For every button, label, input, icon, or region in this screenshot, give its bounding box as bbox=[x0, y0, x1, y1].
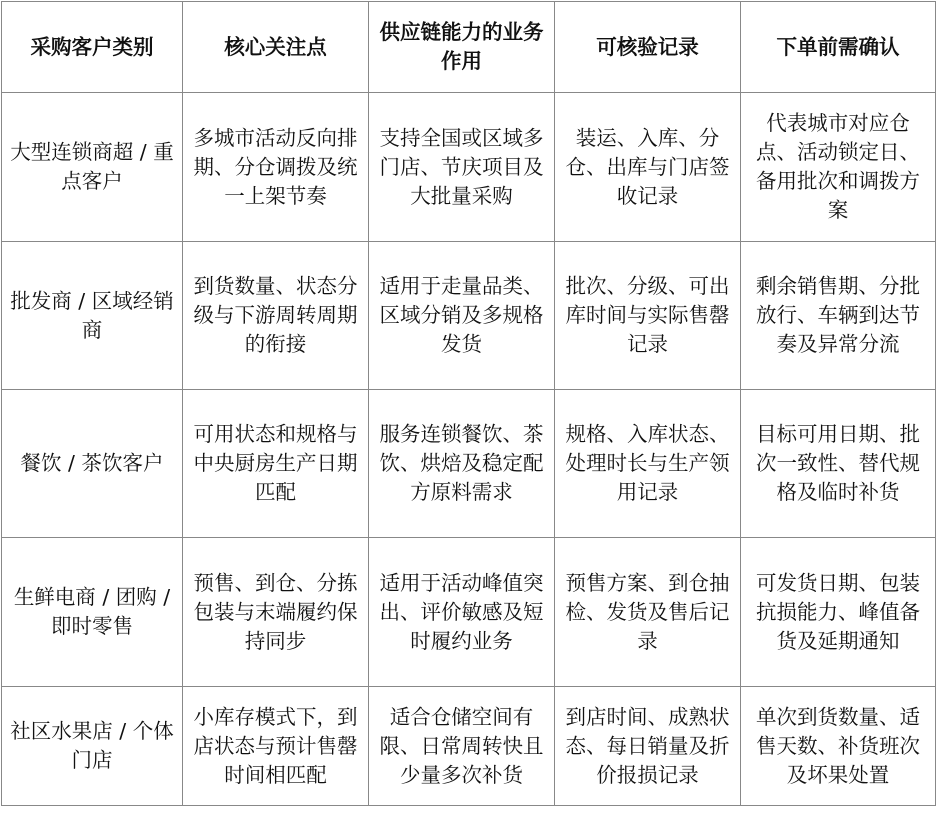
cell-customer-category: 餐饮 / 茶饮客户 bbox=[2, 390, 183, 538]
cell-pre-order-confirmation: 可发货日期、包装抗损能力、峰值备货及延期通知 bbox=[741, 538, 936, 687]
table-row bbox=[2, 390, 936, 538]
cell-supply-chain-role: 适合仓储空间有限、日常周转快且少量多次补货 bbox=[369, 687, 555, 806]
cell-pre-order-confirmation: 单次到货数量、适售天数、补货班次及坏果处置 bbox=[741, 687, 936, 806]
cell-core-concerns: 预售、到仓、分拣包装与末端履约保持同步 bbox=[183, 538, 369, 687]
cell-pre-order-confirmation: 代表城市对应仓点、活动锁定日、备用批次和调拨方案 bbox=[741, 93, 936, 242]
header-core-concerns: 核心关注点 bbox=[183, 2, 369, 93]
cell-core-concerns: 小库存模式下，到店状态与预计售罄时间相匹配 bbox=[183, 687, 369, 806]
cell-core-concerns: 可用状态和规格与中央厨房生产日期匹配 bbox=[183, 390, 369, 538]
cell-verifiable-records: 批次、分级、可出库时间与实际售罄记录 bbox=[555, 242, 741, 390]
cell-verifiable-records: 到店时间、成熟状态、每日销量及折价报损记录 bbox=[555, 687, 741, 806]
table-row bbox=[2, 538, 936, 687]
cell-pre-order-confirmation: 目标可用日期、批次一致性、替代规格及临时补货 bbox=[741, 390, 936, 538]
cell-supply-chain-role: 适用于活动峰值突出、评价敏感及短时履约业务 bbox=[369, 538, 555, 687]
cell-verifiable-records: 装运、入库、分仓、出库与门店签收记录 bbox=[555, 93, 741, 242]
cell-customer-category: 大型连锁商超 / 重点客户 bbox=[2, 93, 183, 242]
header-customer-category: 采购客户类别 bbox=[2, 2, 183, 93]
header-pre-order-confirmation: 下单前需确认 bbox=[741, 2, 936, 93]
table-row bbox=[2, 93, 936, 242]
cell-verifiable-records: 预售方案、到仓抽检、发货及售后记录 bbox=[555, 538, 741, 687]
procurement-customer-table bbox=[1, 1, 936, 806]
table-header-row bbox=[2, 2, 936, 93]
cell-core-concerns: 多城市活动反向排期、分仓调拨及统一上架节奏 bbox=[183, 93, 369, 242]
table-row bbox=[2, 687, 936, 806]
cell-supply-chain-role: 服务连锁餐饮、茶饮、烘焙及稳定配方原料需求 bbox=[369, 390, 555, 538]
table-row bbox=[2, 242, 936, 390]
cell-core-concerns: 到货数量、状态分级与下游周转周期的衔接 bbox=[183, 242, 369, 390]
header-verifiable-records: 可核验记录 bbox=[555, 2, 741, 93]
cell-customer-category: 社区水果店 / 个体门店 bbox=[2, 687, 183, 806]
header-supply-chain-role: 供应链能力的业务作用 bbox=[369, 2, 555, 93]
cell-supply-chain-role: 适用于走量品类、区域分销及多规格发货 bbox=[369, 242, 555, 390]
cell-supply-chain-role: 支持全国或区域多门店、节庆项目及大批量采购 bbox=[369, 93, 555, 242]
cell-customer-category: 生鲜电商 / 团购 / 即时零售 bbox=[2, 538, 183, 687]
cell-customer-category: 批发商 / 区域经销商 bbox=[2, 242, 183, 390]
cell-verifiable-records: 规格、入库状态、处理时长与生产领用记录 bbox=[555, 390, 741, 538]
cell-pre-order-confirmation: 剩余销售期、分批放行、车辆到达节奏及异常分流 bbox=[741, 242, 936, 390]
